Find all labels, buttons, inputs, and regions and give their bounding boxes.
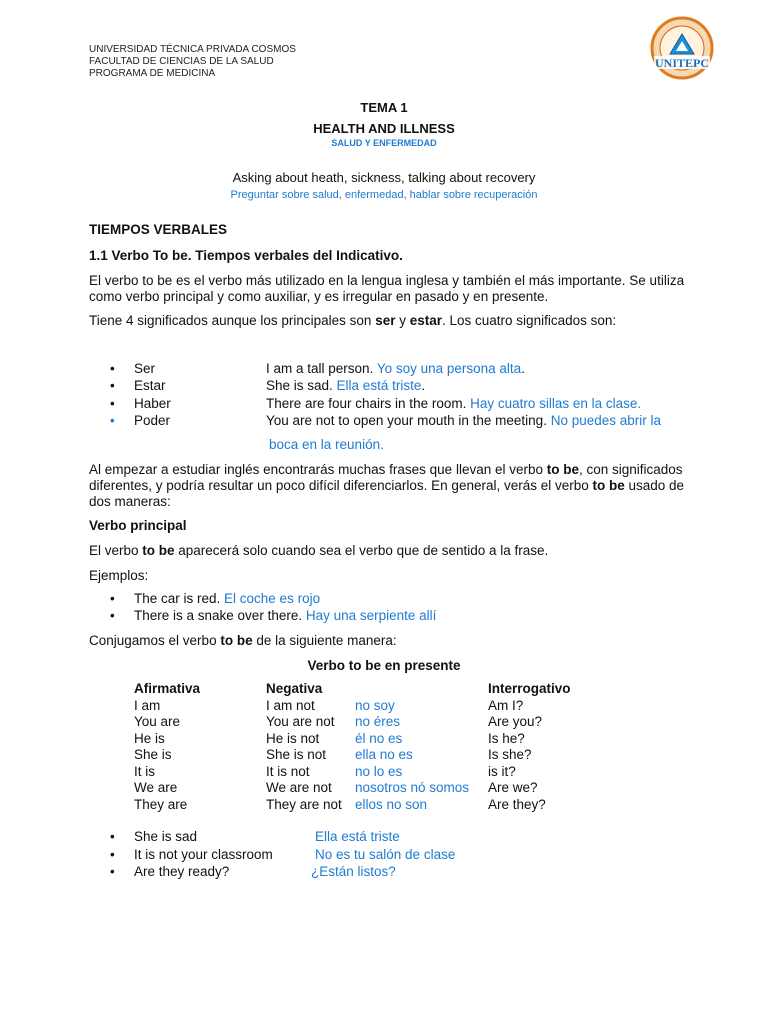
table-cell: She is not bbox=[266, 747, 327, 762]
table-cell: ellos no son bbox=[355, 796, 428, 812]
table-cell: You are not bbox=[266, 714, 335, 729]
negative-column bbox=[266, 681, 342, 813]
table-cell: I am bbox=[134, 697, 161, 713]
logo-wordmark: UNITEPC bbox=[654, 56, 710, 70]
column-header: Afirmativa bbox=[134, 681, 201, 696]
topic-title: HEALTH AND ILLNESS bbox=[313, 121, 455, 136]
table-cell: He is bbox=[134, 730, 165, 746]
table-cell: It is not bbox=[266, 763, 310, 779]
institution-name: UNIVERSIDAD TÉCNICA PRIVADA COSMOS bbox=[89, 44, 296, 55]
table-cell: He is not bbox=[266, 730, 320, 746]
table-cell: ella no es bbox=[355, 747, 413, 762]
main-verb-paragraph: El verbo to be aparecerá solo cuando sea el verbo que de sentido a la frase. bbox=[89, 543, 549, 558]
section-subheading: 1.1 Verbo To be. Tiempos verbales del Indicativo. bbox=[89, 248, 403, 263]
examples-label: Ejemplos: bbox=[89, 568, 149, 583]
table-cell: is it? bbox=[488, 763, 516, 779]
topic-title-translation: SALUD Y ENFERMEDAD bbox=[331, 138, 437, 148]
topic-subtitle-translation: Preguntar sobre salud, enfermedad, hablar sobre recuperación bbox=[230, 189, 538, 201]
meaning-continuation: boca en la reunión. bbox=[269, 437, 384, 452]
table-cell: no soy bbox=[355, 697, 395, 713]
table-cell: They are not bbox=[266, 796, 342, 812]
section-heading: TIEMPOS VERBALES bbox=[89, 222, 228, 237]
topic-subtitle: Asking about heath, sickness, talking about recovery bbox=[232, 170, 536, 185]
conjugation-intro: Conjugamos el verbo to be de la siguiente manera: bbox=[89, 633, 397, 648]
faculty-name: FACULTAD DE CIENCIAS DE LA SALUD bbox=[89, 56, 274, 67]
intro-paragraph: El verbo to be es el verbo más utilizado en la lengua inglesa y también el más importante. Se utiliza como verbo principal y como auxiliar, y es irregular en pasado y en presente. bbox=[89, 273, 685, 304]
main-verb-heading: Verbo principal bbox=[89, 518, 187, 533]
table-cell: You are bbox=[134, 714, 181, 729]
table-cell: I am not bbox=[266, 697, 315, 713]
usage-paragraph: Al empezar a estudiar inglés encontrarás muchas frases que llevan el verbo to be, con significados diferentes, y podría resultar un poco difícil diferenciarlos. En general, verás el verbo to be usado de dos maneras: bbox=[89, 462, 685, 509]
table-cell: Are they? bbox=[488, 796, 546, 812]
program-name: PROGRAMA DE MEDICINA bbox=[89, 68, 216, 79]
university-logo bbox=[646, 14, 718, 86]
topic-number: TEMA 1 bbox=[360, 100, 408, 115]
meanings-intro: Tiene 4 significados aunque los principales son ser y estar. Los cuatro significados son: bbox=[89, 313, 617, 328]
institution-header bbox=[89, 44, 296, 80]
table-cell: Is he? bbox=[488, 730, 525, 746]
table-cell: She is bbox=[134, 747, 172, 762]
table-cell: no lo es bbox=[355, 763, 403, 779]
table-cell: Are you? bbox=[488, 714, 543, 729]
table-cell: Am I? bbox=[488, 697, 524, 713]
table-cell: We are not bbox=[266, 780, 332, 795]
interrogative-column bbox=[488, 681, 571, 813]
negative-translation-column bbox=[355, 698, 469, 814]
column-header: Negativa bbox=[266, 681, 323, 696]
affirmative-column bbox=[134, 681, 200, 813]
table-cell: Is she? bbox=[488, 747, 532, 762]
conjugation-table-title: Verbo to be en presente bbox=[307, 658, 461, 673]
table-cell: We are bbox=[134, 780, 178, 795]
table-cell: él no es bbox=[355, 730, 403, 746]
table-cell: Are we? bbox=[488, 780, 538, 795]
table-cell: nosotros nó somos bbox=[355, 780, 470, 795]
table-cell: They are bbox=[134, 796, 188, 812]
column-header: Interrogativo bbox=[488, 681, 571, 696]
table-cell: no éres bbox=[355, 714, 401, 729]
table-cell: It is bbox=[134, 763, 156, 779]
